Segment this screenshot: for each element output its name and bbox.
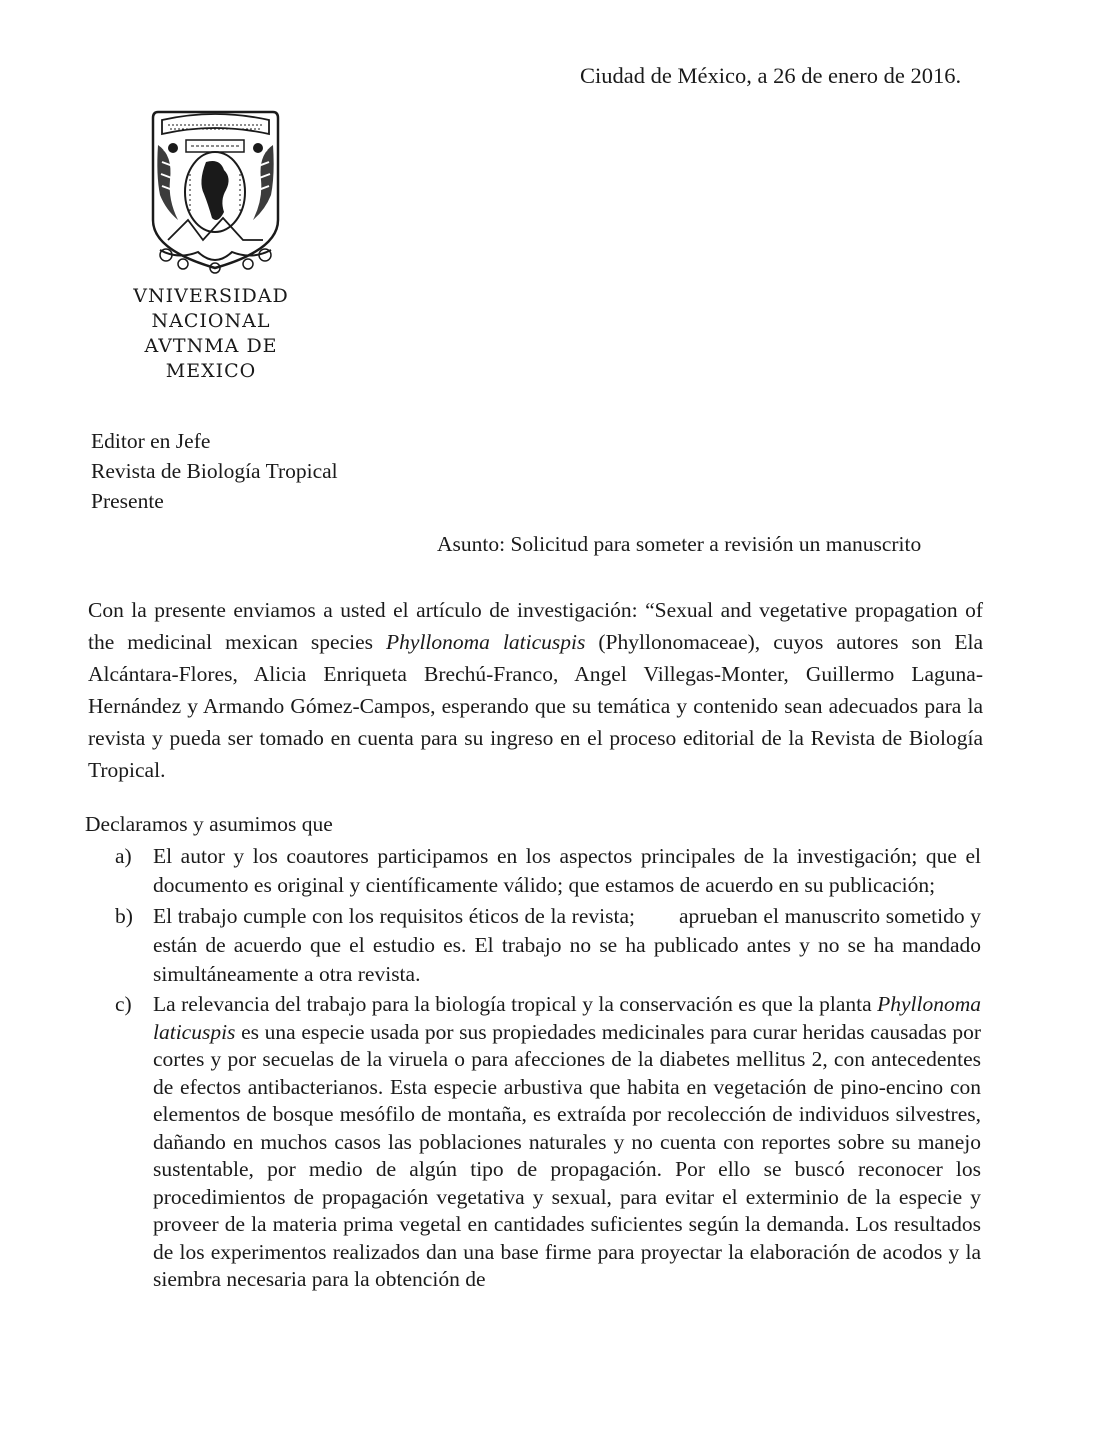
addressee-journal: Revista de Biología Tropical xyxy=(91,459,338,483)
declaration-text xyxy=(153,991,981,1294)
unam-seal-logo xyxy=(128,100,303,280)
declaration-text-after: es una especie usada por sus propiedades medicinales para curar heridas causadas por cortes y por secuelas de la viruela o para afecciones de la diabetes mellitus 2, con antecedentes de efectos antibacterianos. Esta especie arbustiva que habita en vegetación de pino-encino con elementos de bosque mesófilo de montaña, es extraída por recolección de individuos silvestres, dañando en muchos casos las poblaciones naturales y no cuenta con reportes sobre su manejo sustentable, por medio de algún tipo de propagación. Por ello se buscó reconocer los procedimientos de propagación vegetativa y sexual, para evitar el exterminio de la especie y proveer de la materia prima vegetal en cantidades suficientes según la demanda. Los resultados de los experimentos realizados dan una base firme para proyectar la elaboración de acodos y la siembra necesaria para la obtención de xyxy=(153,1019,981,1291)
declaration-item-c xyxy=(115,991,981,1294)
date-line: Ciudad de México, a 26 de enero de 2016. xyxy=(580,63,962,88)
addressee-title: Editor en Jefe xyxy=(91,429,211,453)
intro-text-before: Con la presente enviamos a usted el artículo de investigación: “Sexual and vegetative propagation of the medicinal mexican species xyxy=(88,598,983,654)
declaration-text xyxy=(153,902,981,989)
unam-name-line: VNIVERSIDAD NACIONAL xyxy=(133,285,289,332)
declaration-text-part: El trabajo cumple con los requisitos éticos de la revista; xyxy=(153,904,635,928)
species-name: Phyllonoma laticuspis xyxy=(153,992,981,1044)
list-marker: b) xyxy=(115,904,133,928)
subject-line: Asunto: Solicitud para someter a revisión un manuscrito xyxy=(437,532,922,556)
unam-name-lettering xyxy=(96,284,326,384)
declaration-text: El autor y los coautores participamos en los aspectos principales de la investigación; que el documento es original y científicamente válido; que estamos de acuerdo en su publicación; xyxy=(153,844,981,897)
intro-text-after: (Phyllonomaceae), cuyos autores son Ela Alcántara-Flores, Alicia Enriqueta Brechú-Franco, Angel Villegas-Monter, Guillermo Laguna-Hernández y Armando Gómez-Campos, esperando que su temática y contenido sean adecuados para la revista y pueda ser tomado en cuenta para su ingreso en el proceso editorial de la Revista de Biología Tropical. xyxy=(88,630,984,782)
unam-seal-icon xyxy=(128,100,303,280)
declarations-heading: Declaramos y asumimos que xyxy=(85,812,333,836)
addressee-salutation: Presente xyxy=(91,489,164,513)
declaration-text-before: La relevancia del trabajo para la biología tropical y la conservación es que la planta xyxy=(153,992,878,1016)
declarations-list xyxy=(115,842,981,1294)
declaration-text-part: aprueban el manuscrito sometido y están de acuerdo que el estudio es. El trabajo no se ha publicado antes y no se ha mandado simultáneamente a otra revista. xyxy=(153,904,982,986)
declaration-item-a xyxy=(115,842,981,900)
list-marker: a) xyxy=(115,844,132,868)
unam-name-line: MEXICO xyxy=(165,360,257,382)
unam-name-line: AVTNMA DE xyxy=(144,335,278,357)
addressee-block xyxy=(91,426,338,516)
declaration-item-b xyxy=(115,902,981,989)
list-marker: c) xyxy=(115,992,132,1016)
intro-paragraph xyxy=(88,594,983,786)
species-name: Phyllonoma laticuspis xyxy=(386,630,586,654)
